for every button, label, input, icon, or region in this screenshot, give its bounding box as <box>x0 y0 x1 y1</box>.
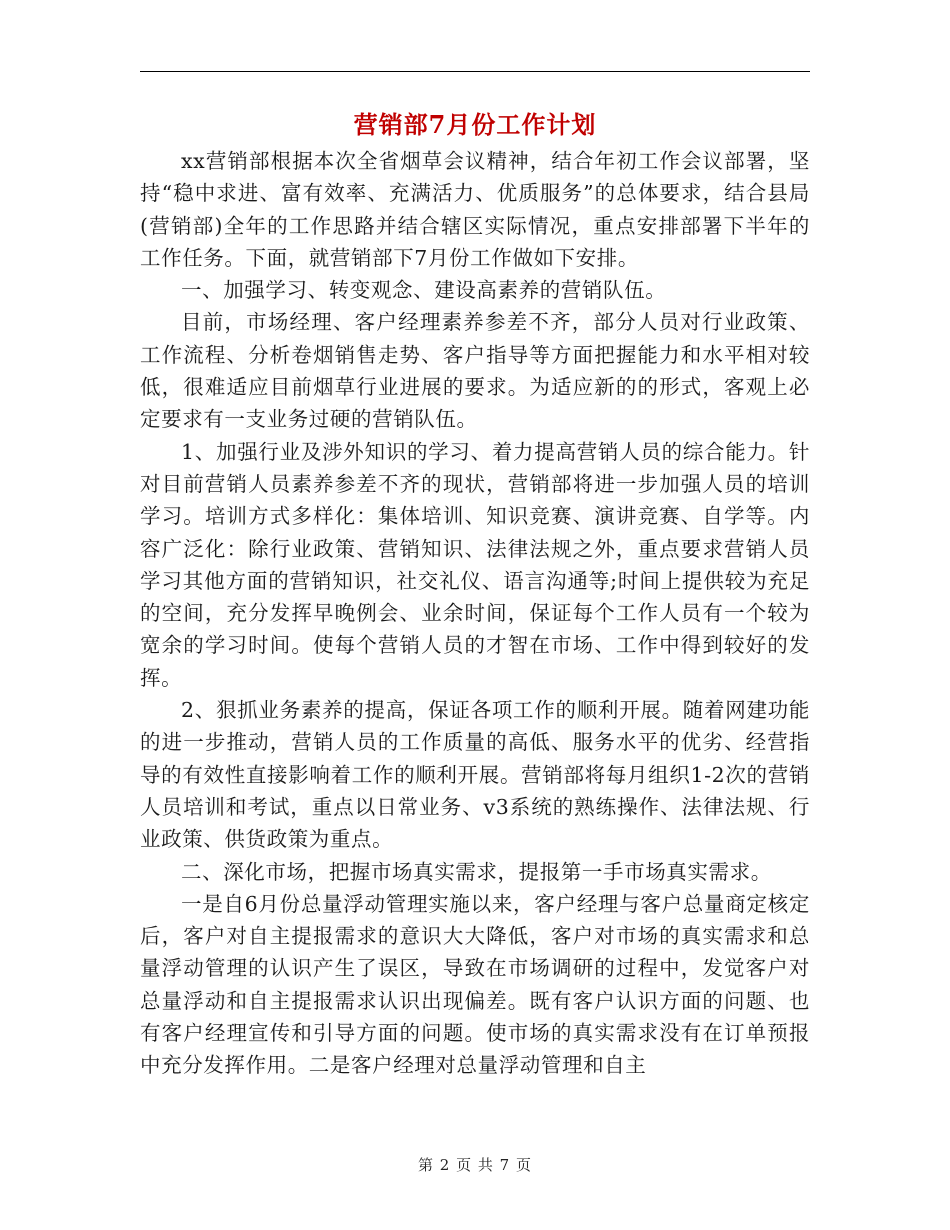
page-footer: 第 2 页 共 7 页 <box>418 1156 532 1174</box>
paragraph-item-2: 2、狠抓业务素养的提高，保证各项工作的顺利开展。随着网建功能的进一步推动，营销人员的工作质量的高低、服务水平的优劣、经营指导的有效性直接影响着工作的顺利开展。营销部将每月组织1-2次的营销人员培训和考试，重点以日常业务、v3系统的熟练操作、法律法规、行业政策、供货政策为重点。 <box>140 698 810 852</box>
section-heading-1: 一、加强学习、转变观念、建设高素养的营销队伍。 <box>181 278 667 303</box>
paragraph-item-1: 1、加强行业及涉外知识的学习、着力提高营销人员的综合能力。针对目前营销人员素养参差不齐的现状，营销部将进一步加强人员的培训学习。培训方式多样化：集体培训、知识竞赛、演讲竞赛、自学等。内容广泛化：除行业政策、营销知识、法律法规之外，重点要求营销人员学习其他方面的营销知识，社交礼仪、语言沟通等;时间上提供较为充足的空间，充分发挥早晚例会、业余时间，保证每个工作人员有一个较为宽余的学习时间。使每个营销人员的才智在市场、工作中得到较好的发挥。 <box>140 439 810 690</box>
header-rule <box>140 71 810 72</box>
document-title: 营销部7月份工作计划 <box>353 110 597 139</box>
section-heading-2: 二、深化市场，把握市场真实需求，提报第一手市场真实需求。 <box>181 859 772 884</box>
document-body <box>140 145 810 1082</box>
paragraph-intro: xx营销部根据本次全省烟草会议精神，结合年初工作会议部署，坚持“稳中求进、富有效率、充满活力、优质服务”的总体要求，结合县局(营销部)全年的工作思路并结合辖区实际情况，重点安排部署下半年的工作任务。下面，就营销部下7月份工作做如下安排。 <box>140 149 810 270</box>
paragraph-market-issues: 一是自6月份总量浮动管理实施以来，客户经理与客户总量商定核定后，客户对自主提报需求的意识大大降低，客户对市场的真实需求和总量浮动管理的认识产生了误区，导致在市场调研的过程中，发觉客户对总量浮动和自主提报需求认识出现偏差。既有客户认识方面的问题、也有客户经理宣传和引导方面的问题。使市场的真实需求没有在订单预报中充分发挥作用。二是客户经理对总量浮动管理和自主 <box>140 891 810 1078</box>
paragraph-current-status: 目前，市场经理、客户经理素养参差不齐，部分人员对行业政策、工作流程、分析卷烟销售走势、客户指导等方面把握能力和水平相对较低，很难适应目前烟草行业进展的要求。为适应新的的形式，客观上必定要求有一支业务过硬的营销队伍。 <box>140 310 810 432</box>
